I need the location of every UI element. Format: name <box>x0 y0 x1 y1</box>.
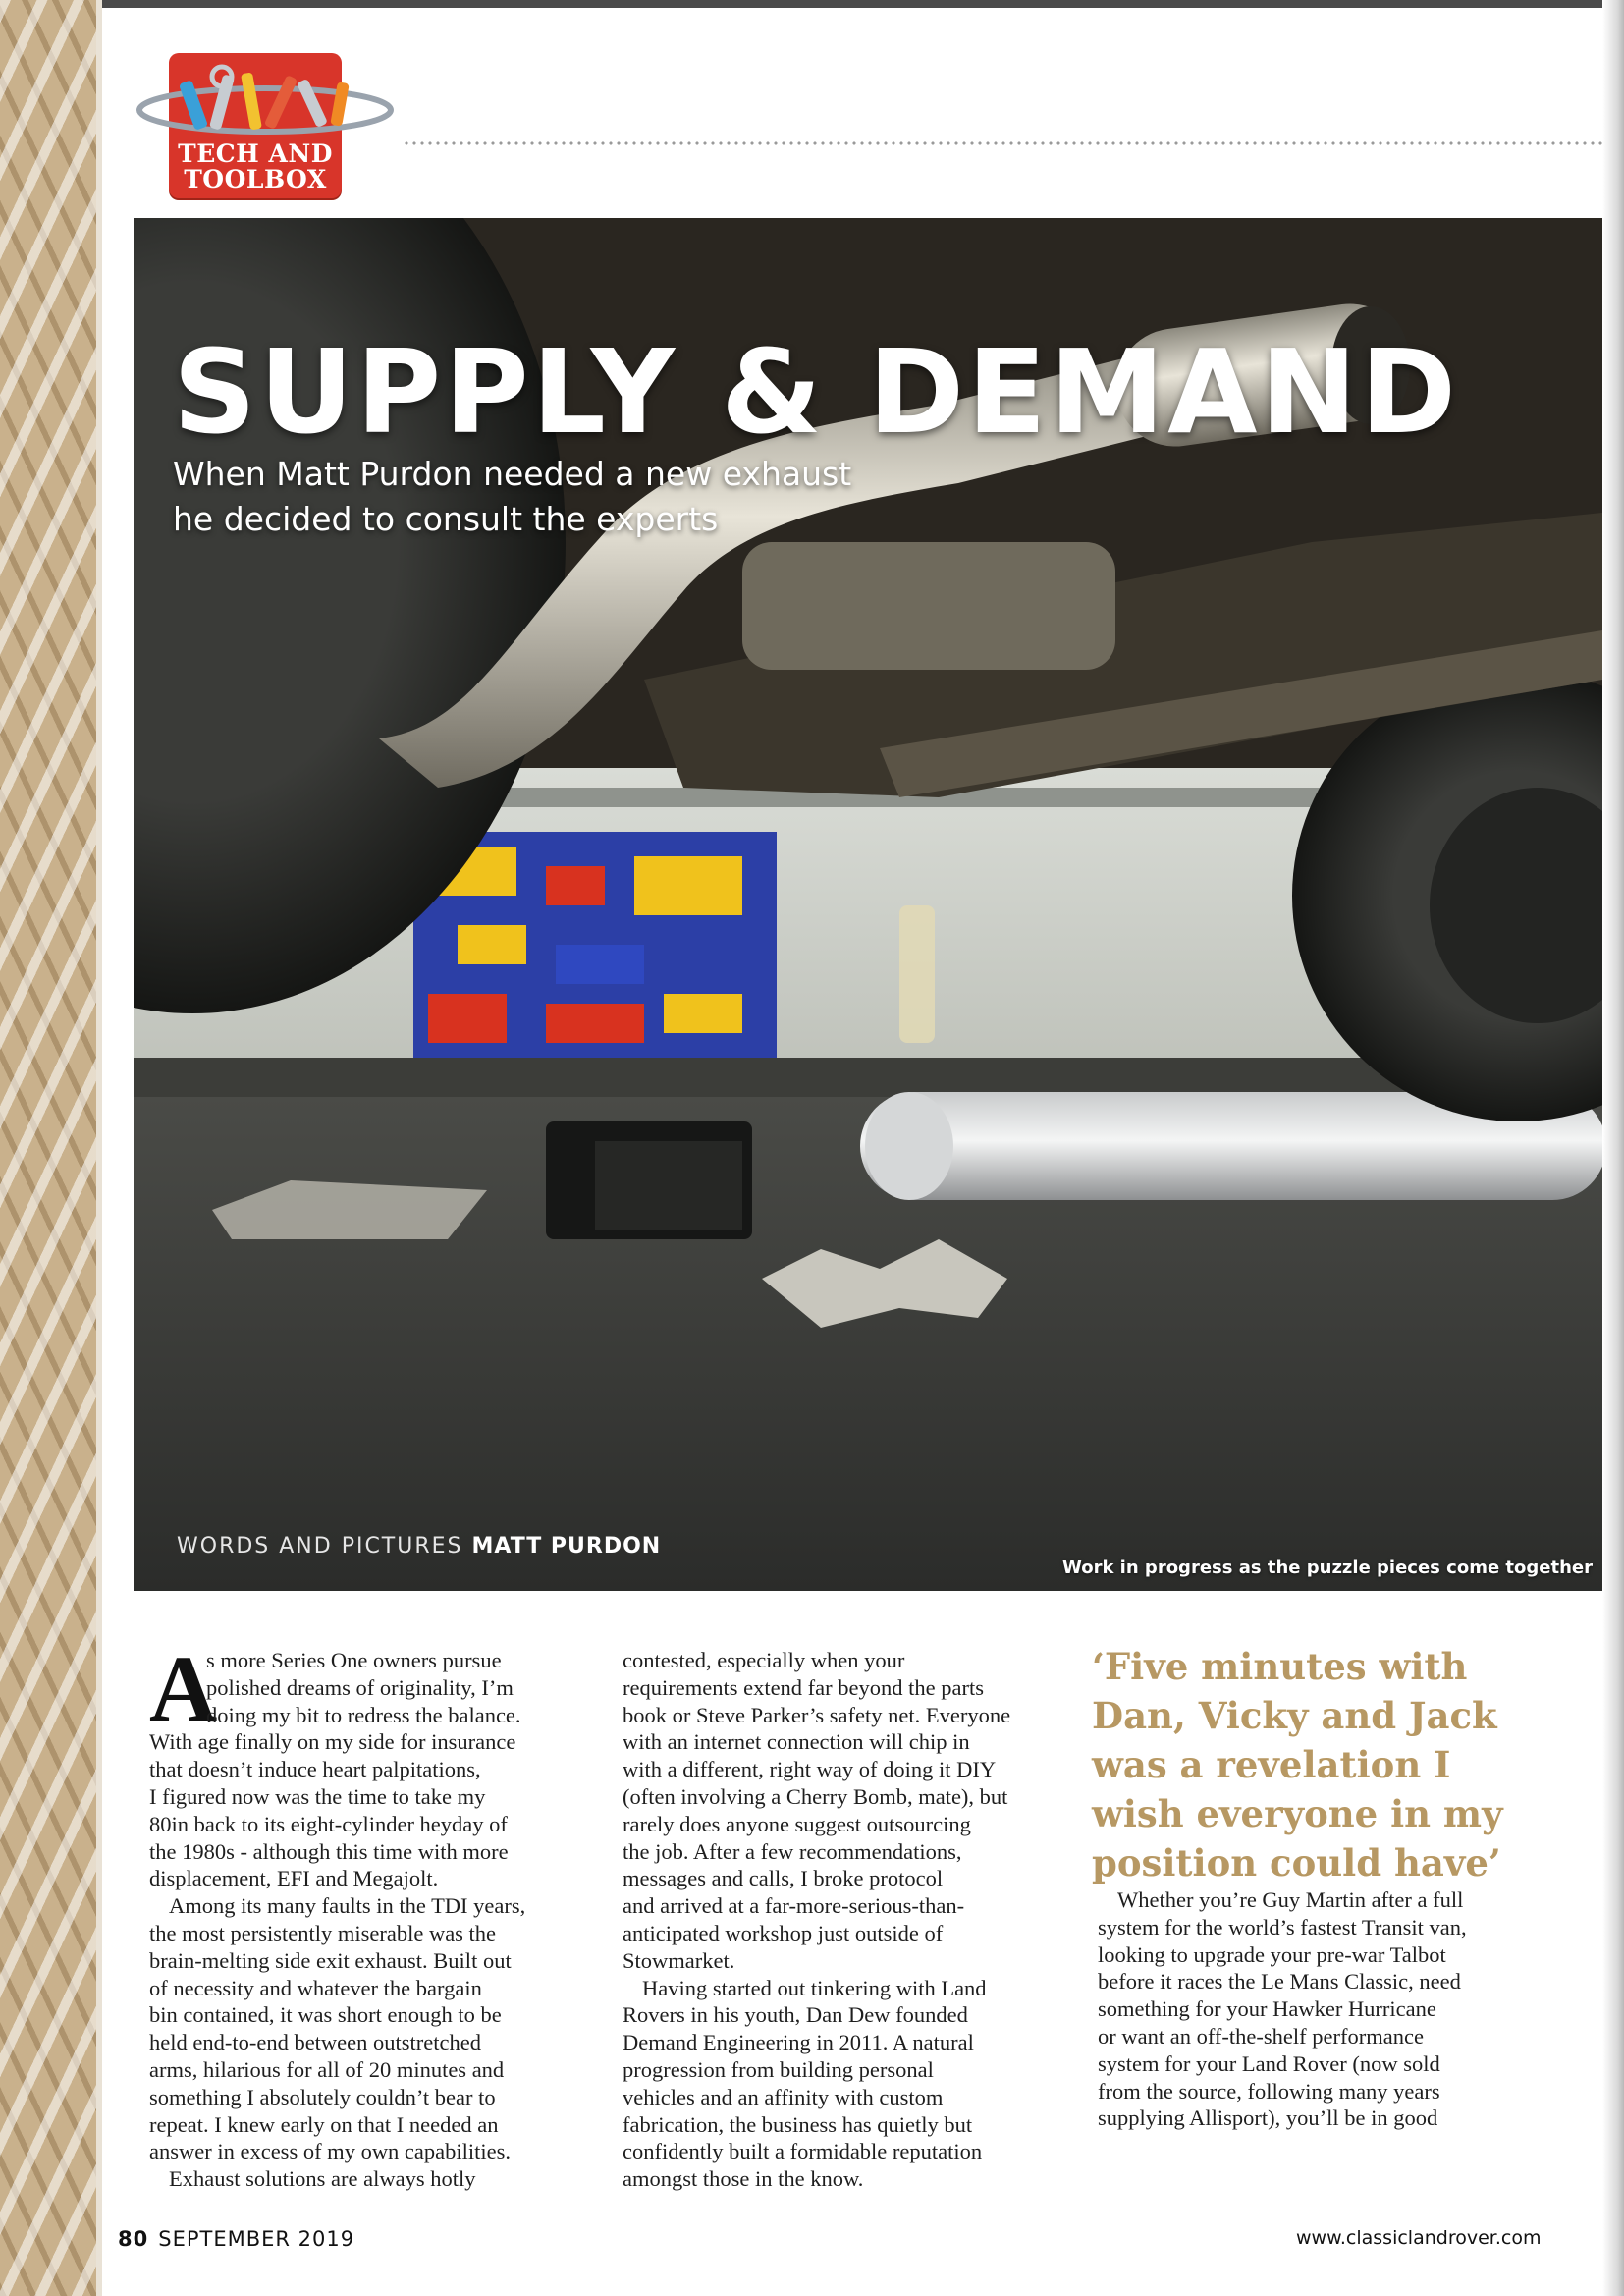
body-line: vehicles and an affinity with custom <box>623 2084 944 2109</box>
pull-quote-line: was a revelation I <box>1092 1743 1451 1786</box>
website-link[interactable]: www.classiclandrover.com <box>1296 2227 1542 2249</box>
section-badge-label <box>169 141 342 192</box>
body-line: Having started out tinkering with Land <box>642 1975 987 2000</box>
body-line: contested, especially when your <box>623 1648 905 1672</box>
tyre-tread-margin <box>0 0 96 2296</box>
body-line: messages and calls, I broke protocol <box>623 1866 944 1891</box>
body-line: progression from building personal <box>623 2056 934 2082</box>
body-line: displacement, EFI and Megajolt. <box>149 1866 439 1891</box>
body-line: that doesn’t induce heart palpitations, <box>149 1757 481 1782</box>
body-column-2 <box>623 1647 1055 2193</box>
issue-date: SEPTEMBER 2019 <box>158 2227 355 2251</box>
margin-edge <box>96 0 102 2296</box>
body-line: Among its many faults in the TDI years, <box>169 1893 526 1919</box>
body-line: (often involving a Cherry Bomb, mate), but <box>623 1783 1008 1809</box>
hero-photo <box>134 218 1602 1591</box>
body-line: Exhaust solutions are always hotly <box>169 2166 476 2192</box>
page-number: 80 <box>118 2227 149 2251</box>
page-gutter <box>1602 0 1624 2296</box>
body-line: Rovers in his youth, Dan Dew founded <box>623 2002 968 2028</box>
pull-quote-line: Dan, Vicky and Jack <box>1092 1694 1497 1737</box>
body-line: rarely does anyone suggest outsourcing <box>623 1811 971 1836</box>
pull-quote-line: wish everyone in my <box>1092 1792 1503 1835</box>
body-line: of necessity and whatever the bargain <box>149 1975 482 2000</box>
standfirst-line2: he decided to consult the experts <box>173 500 719 538</box>
body-line: 80in back to its eight-cylinder heyday of <box>149 1811 508 1836</box>
body-line: system for the world’s fastest Transit van, <box>1098 1914 1467 1940</box>
body-line: Stowmarket. <box>623 1947 735 1973</box>
body-line: requirements extend far beyond the parts <box>623 1674 984 1700</box>
body-line: something for your Hawker Hurricane <box>1098 1996 1436 2022</box>
body-column-3-text <box>1098 1886 1549 2132</box>
body-line: or want an off-the-shelf performance <box>1098 2023 1424 2049</box>
drop-cap: A <box>149 1636 218 1741</box>
body-line: I figured now was the time to take my <box>149 1783 486 1809</box>
body-line: supplying Allisport), you’ll be in good <box>1098 2105 1438 2131</box>
tools-icon <box>128 61 403 149</box>
body-line: answer in excess of my own capabilities. <box>149 2139 512 2164</box>
body-line: amongst those in the know. <box>623 2166 864 2192</box>
body-line: arms, hilarious for all of 20 minutes and <box>149 2056 505 2082</box>
body-line: brain-melting side exit exhaust. Built out <box>149 1947 512 1973</box>
body-line: and arrived at a far-more-serious-than- <box>623 1893 965 1919</box>
body-line: before it races the Le Mans Classic, need <box>1098 1969 1461 1995</box>
body-line: fabrication, the business has quietly but <box>623 2111 973 2137</box>
body-line: Whether you’re Guy Martin after a full <box>1117 1887 1464 1912</box>
byline <box>177 1534 661 1558</box>
pull-quote-line: ‘Five minutes with <box>1092 1645 1468 1688</box>
body-line: repeat. I knew early on that I needed an <box>149 2111 499 2137</box>
section-badge-line1: TECH AND <box>178 139 333 168</box>
byline-prefix: WORDS AND PICTURES <box>177 1534 463 1558</box>
body-line: from the source, following many years <box>1098 2078 1440 2104</box>
header-dotted-rule <box>403 139 1602 147</box>
body-line: s more Series One owners pursue <box>206 1648 502 1672</box>
body-line: confidently built a formidable reputation <box>623 2139 983 2164</box>
body-line: anticipated workshop just outside of <box>623 1920 944 1945</box>
body-line: With age finally on my side for insurance <box>149 1729 516 1755</box>
body-line: bin contained, it was short enough to be <box>149 2002 502 2028</box>
article-standfirst <box>173 452 978 542</box>
body-line: book or Steve Parker’s safety net. Everyone <box>623 1702 1011 1727</box>
body-line: looking to upgrade your pre-war Talbot <box>1098 1941 1446 1967</box>
body-line: the 1980s - although this time with more <box>149 1838 509 1864</box>
pull-quote <box>1092 1642 1563 1887</box>
body-column-1 <box>149 1636 579 2193</box>
body-line: something I absolutely couldn’t bear to <box>149 2084 496 2109</box>
page-top-edge <box>0 0 1624 8</box>
byline-author: MATT PURDON <box>471 1534 662 1558</box>
body-line: system for your Land Rover (now sold <box>1098 2050 1440 2076</box>
body-line: doing my bit to redress the balance. <box>206 1702 521 1727</box>
article-headline: SUPPLY & DEMAND <box>173 324 1460 460</box>
page-folio <box>118 2227 354 2251</box>
body-line: held end-to-end between outstretched <box>149 2030 481 2055</box>
body-line: the most persistently miserable was the <box>149 1920 497 1945</box>
body-line: with an internet connection will chip in <box>623 1729 970 1755</box>
body-line: with a different, right way of doing it DIY <box>623 1757 997 1782</box>
body-line: Demand Engineering in 2011. A natural <box>623 2030 974 2055</box>
body-line: polished dreams of originality, I’m <box>206 1674 514 1700</box>
photo-caption: Work in progress as the puzzle pieces come together <box>1061 1558 1593 1578</box>
section-badge-line2: TOOLBOX <box>184 165 327 193</box>
pull-quote-line: position could have’ <box>1092 1841 1501 1885</box>
body-line: the job. After a few recommendations, <box>623 1838 962 1864</box>
standfirst-line1: When Matt Purdon needed a new exhaust <box>173 455 852 493</box>
